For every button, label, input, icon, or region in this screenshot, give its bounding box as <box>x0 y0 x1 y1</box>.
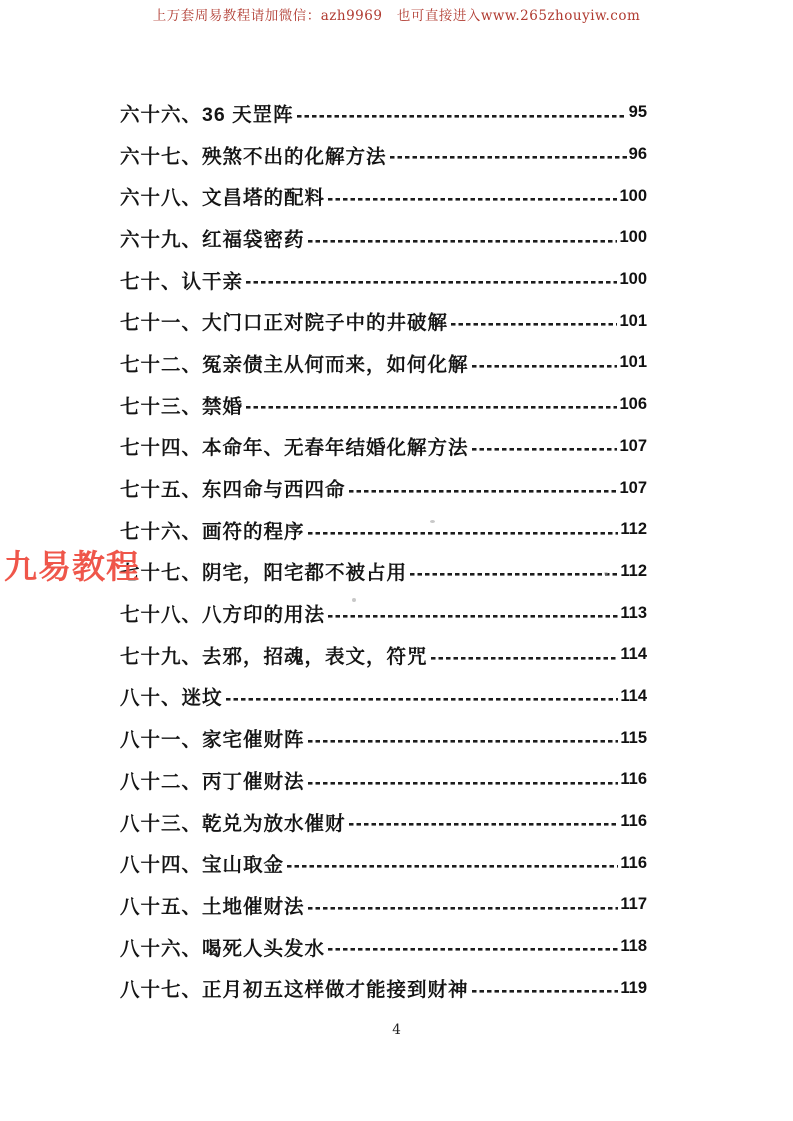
toc-entry-page: 116 <box>620 853 647 872</box>
toc-entry-label: 七十八、八方印的用法 <box>120 604 326 627</box>
toc-entry-page: 100 <box>619 228 647 247</box>
scan-artifact <box>604 572 608 575</box>
dotted-leader <box>431 634 619 676</box>
toc-entry-label: 八十六、喝死人头发水 <box>120 937 326 960</box>
toc-entry <box>120 676 647 718</box>
toc-entry <box>120 759 647 801</box>
toc-entry-page: 107 <box>619 478 647 497</box>
toc-entry <box>120 467 647 509</box>
toc-entry-page: 106 <box>619 395 647 414</box>
toc-entry-page: 101 <box>619 353 647 372</box>
toc-entry-label: 七十三、禁婚 <box>120 395 244 418</box>
dotted-leader <box>349 801 619 843</box>
toc-entry-page: 100 <box>619 270 647 289</box>
dotted-leader <box>390 134 627 176</box>
toc-entry <box>120 426 647 468</box>
toc-entry-page: 95 <box>628 103 647 122</box>
toc-entry-label: 八十五、土地催财法 <box>120 895 305 918</box>
toc-entry-page: 119 <box>620 978 647 997</box>
toc-entry-label: 六十九、红福袋密药 <box>120 228 305 251</box>
toc-entry-page: 101 <box>619 311 647 330</box>
toc-entry <box>120 300 647 342</box>
toc-entry-label: 八十、迷坟 <box>120 687 223 710</box>
toc-entry <box>120 592 647 634</box>
toc-entry-label: 七十五、东四命与西四命 <box>120 479 346 502</box>
dotted-leader <box>349 467 618 509</box>
toc-entry-page: 113 <box>620 603 647 622</box>
toc-entry-page: 114 <box>620 645 647 664</box>
dotted-leader <box>308 217 618 259</box>
toc-entry-label: 八十三、乾兑为放水催财 <box>120 812 346 835</box>
toc-entry <box>120 842 647 884</box>
toc-entry <box>120 717 647 759</box>
toc-entry-page: 112 <box>620 561 647 580</box>
toc-entry-page: 107 <box>619 436 647 455</box>
toc-entry-label: 七十六、画符的程序 <box>120 520 305 543</box>
toc-entry-page: 96 <box>628 145 647 164</box>
toc-entry-page: 118 <box>620 937 647 956</box>
watermark-text: 九易教程 <box>4 547 140 586</box>
toc-entry-label: 七十七、阴宅，阳宅都不被占用 <box>120 562 408 585</box>
toc-entry-page: 117 <box>620 895 647 914</box>
toc-entry-label: 七十二、冤亲债主从何而来，如何化解 <box>120 353 469 376</box>
toc-entry-label: 七十一、大门口正对院子中的井破解 <box>120 312 449 335</box>
table-of-contents <box>120 92 647 1009</box>
toc-entry-label: 八十一、家宅催财阵 <box>120 729 305 752</box>
page-number: 4 <box>392 1022 401 1038</box>
dotted-leader <box>226 676 619 718</box>
scan-artifact <box>352 598 356 602</box>
toc-entry-label: 八十四、宝山取金 <box>120 854 285 877</box>
toc-entry-label: 六十七、殃煞不出的化解方法 <box>120 145 387 168</box>
dotted-leader <box>328 592 618 634</box>
scan-artifact <box>430 520 435 523</box>
toc-entry-label: 八十七、正月初五这样做才能接到财神 <box>120 979 469 1002</box>
toc-entry <box>120 551 647 593</box>
toc-entry <box>120 884 647 926</box>
toc-entry <box>120 634 647 676</box>
dotted-leader <box>297 92 627 134</box>
toc-entry-label: 六十八、文昌塔的配料 <box>120 187 326 210</box>
toc-entry-page: 112 <box>620 520 647 539</box>
toc-entry <box>120 384 647 426</box>
toc-entry <box>120 217 647 259</box>
dotted-leader <box>246 259 617 301</box>
toc-entry-label: 八十二、丙丁催财法 <box>120 770 305 793</box>
toc-entry-label: 七十九、去邪，招魂，表文，符咒 <box>120 645 428 668</box>
toc-entry-page: 100 <box>619 186 647 205</box>
toc-entry <box>120 509 647 551</box>
dotted-leader <box>246 384 617 426</box>
toc-entry-label: 七十四、本命年、无春年结婚化解方法 <box>120 437 469 460</box>
dotted-leader <box>287 842 618 884</box>
dotted-leader <box>410 551 618 593</box>
dotted-leader <box>308 759 619 801</box>
toc-entry-page: 114 <box>620 686 647 705</box>
toc-entry-label: 六十六、36 天罡阵 <box>120 103 294 126</box>
toc-entry <box>120 259 647 301</box>
toc-entry <box>120 134 647 176</box>
toc-entry <box>120 342 647 384</box>
toc-entry <box>120 175 647 217</box>
toc-entry-page: 115 <box>620 728 647 747</box>
dotted-leader <box>308 717 619 759</box>
toc-entry <box>120 801 647 843</box>
dotted-leader <box>308 509 619 551</box>
dotted-leader <box>451 300 617 342</box>
dotted-leader <box>472 967 619 1009</box>
toc-entry <box>120 926 647 968</box>
dotted-leader <box>308 884 619 926</box>
header-promo-text: 上万套周易教程请加微信：azh9969 也可直接进入www.265zhouyiw.com <box>152 8 641 24</box>
dotted-leader <box>328 175 617 217</box>
toc-entry-page: 116 <box>620 770 647 789</box>
toc-entry-page: 116 <box>620 812 647 831</box>
dotted-leader <box>472 342 618 384</box>
toc-entry <box>120 92 647 134</box>
toc-entry <box>120 967 647 1009</box>
toc-entry-label: 七十、认干亲 <box>120 270 244 293</box>
dotted-leader <box>472 426 618 468</box>
dotted-leader <box>328 926 618 968</box>
